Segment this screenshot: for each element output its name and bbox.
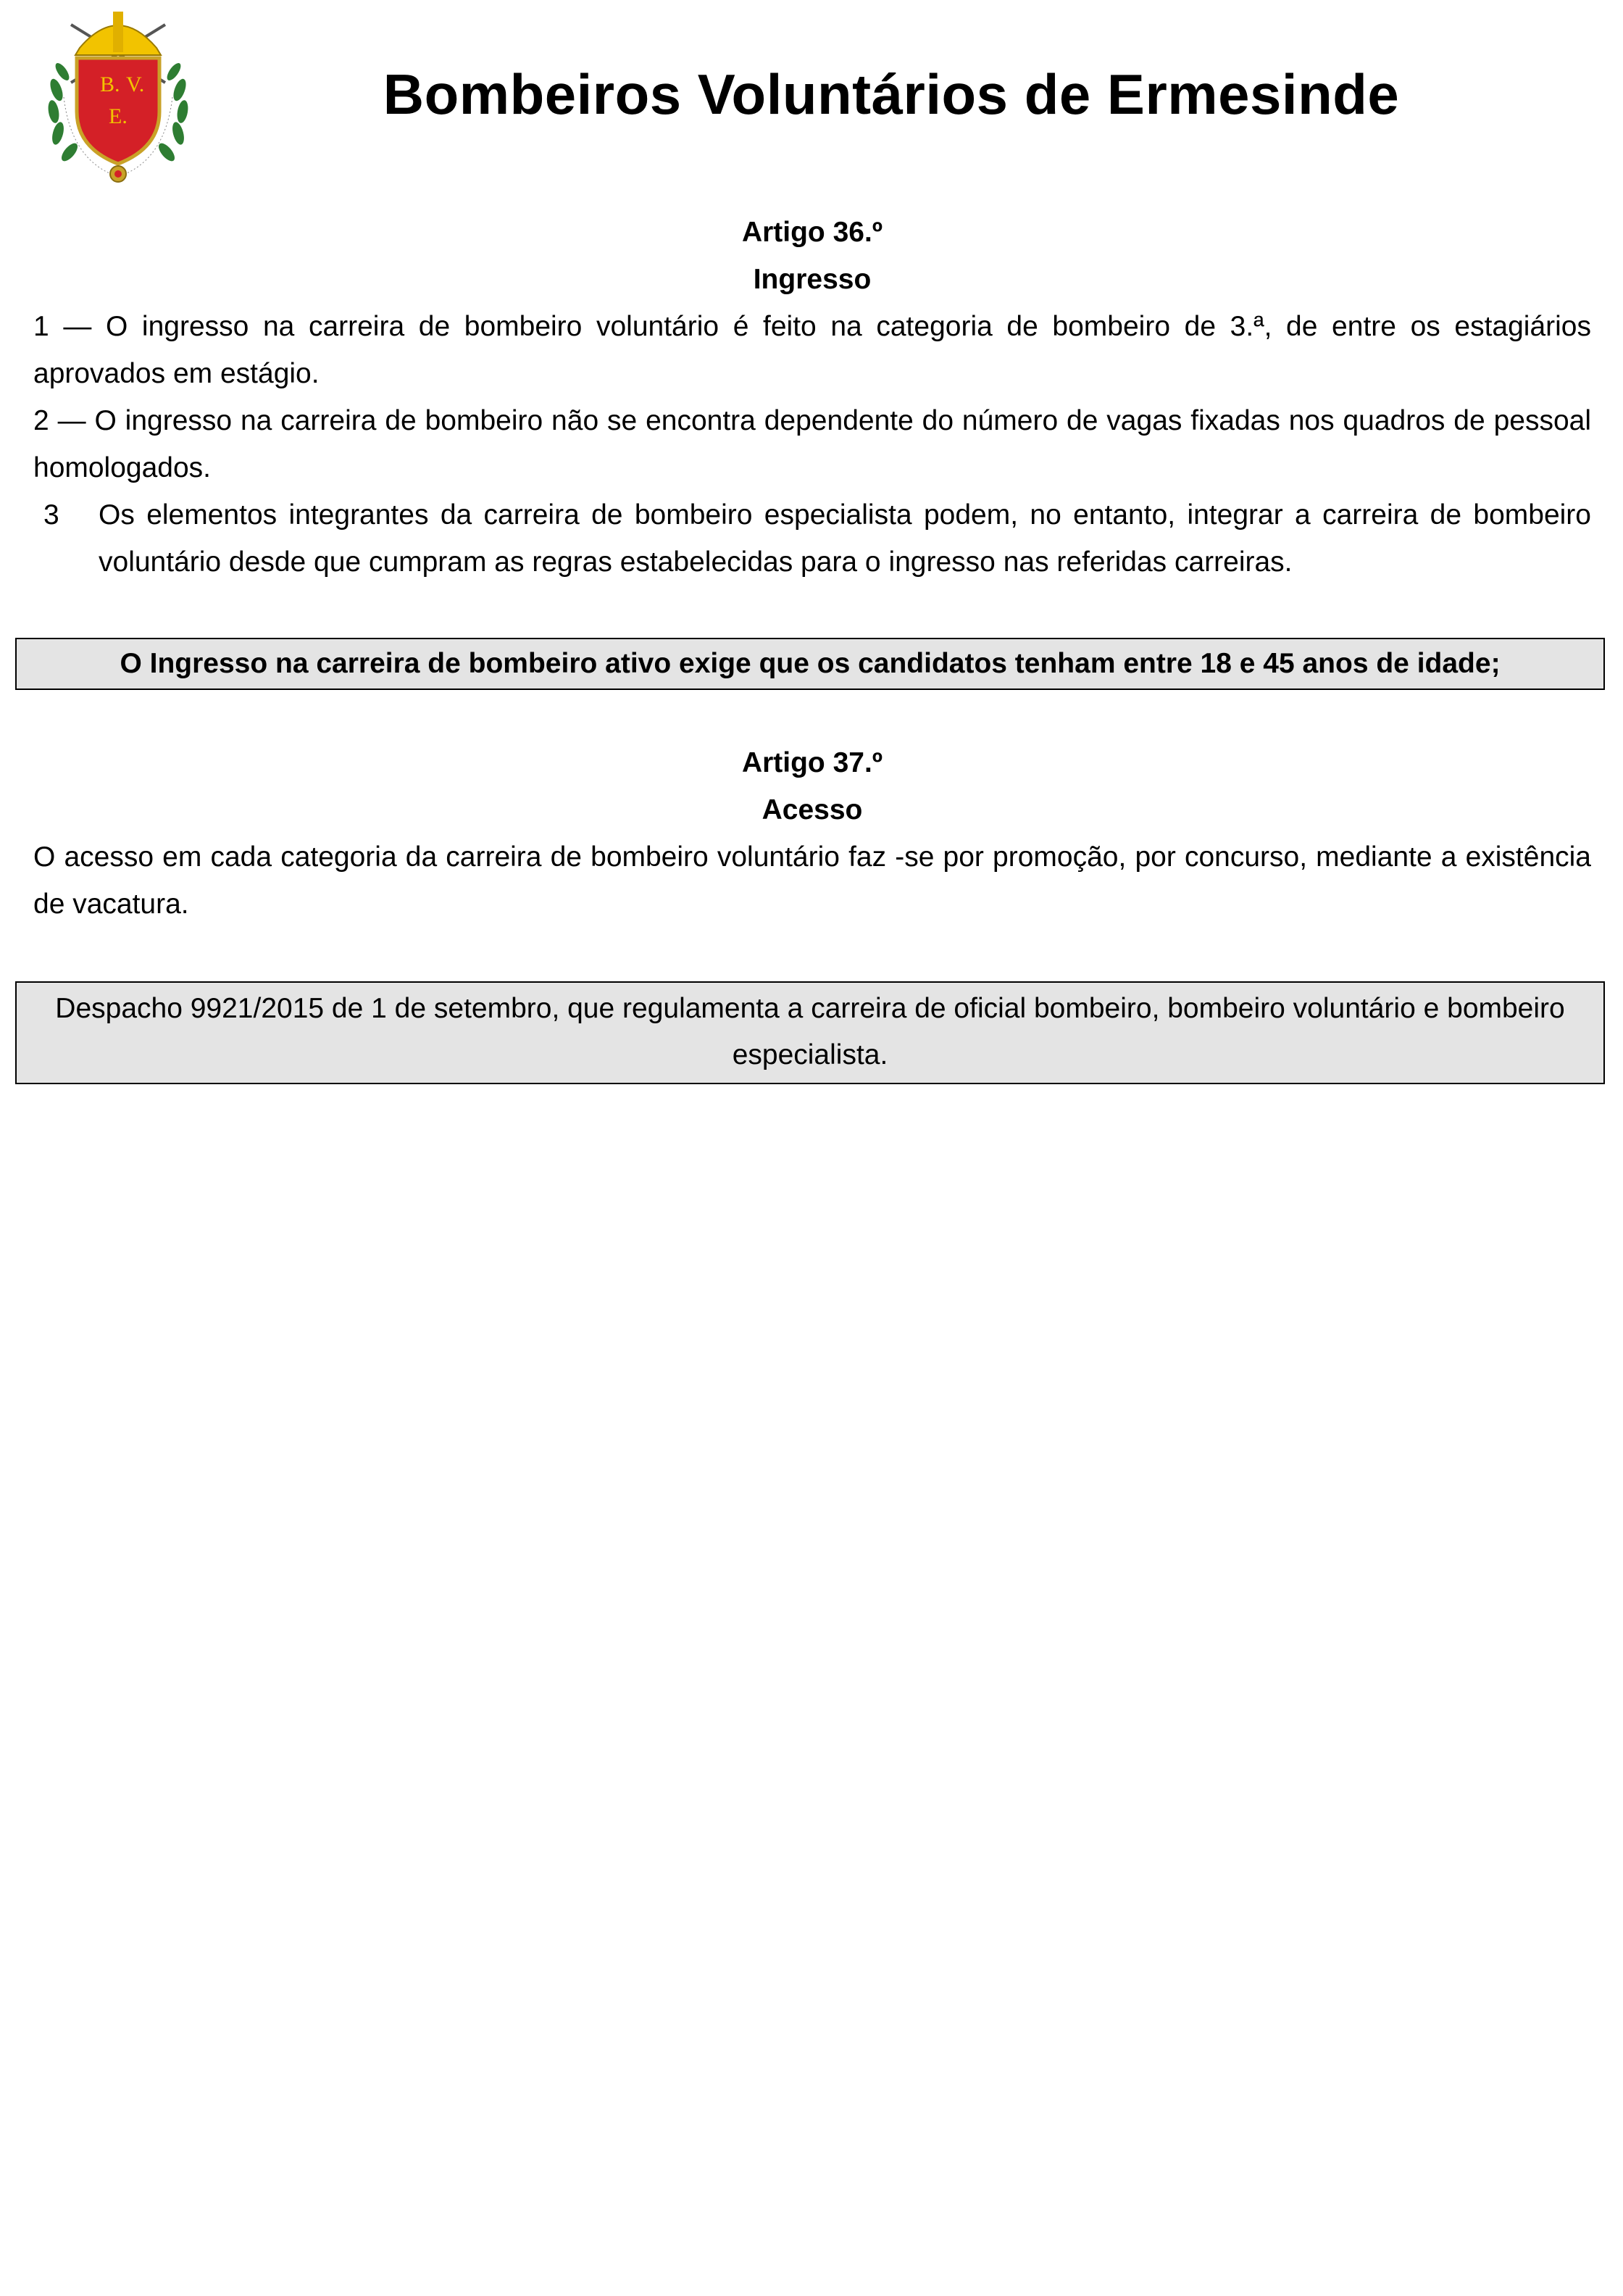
article-36-number: Artigo 36.º: [741, 217, 883, 248]
item-text: O ingresso na carreira de bombeiro voluntário é feito na categoria de bombeiro de 3.ª, de entre os estagiários aprovados em estágio.: [33, 311, 1591, 389]
item-text: O ingresso na carreira de bombeiro não se encontra dependente do número de vagas fixadas nos quadros de pessoal homologados.: [33, 405, 1591, 483]
item-text: Os elementos integrantes da carreira de bombeiro especialista podem, no entanto, integrar a carreira de bombeiro voluntário desde que cumpram as regras estabelecidas para o ingresso nas referidas carreiras.: [99, 499, 1591, 578]
age-requirement-note: O Ingresso na carreira de bombeiro ativo exige que os candidatos tenham entre 18 e 45 anos de idade;: [15, 638, 1605, 690]
svg-text:V.: V.: [126, 72, 145, 96]
article-36-heading: Ingresso: [753, 264, 872, 295]
article-36-item-3: [33, 491, 1591, 586]
article-37-number: Artigo 37.º: [741, 747, 883, 778]
organization-title: Bombeiros Voluntários de Ermesinde: [383, 62, 1400, 126]
item-number: 3: [43, 499, 59, 531]
svg-text:E.: E.: [109, 104, 128, 128]
despacho-reference-note: Despacho 9921/2015 de 1 de setembro, que regulamenta a carreira de oficial bombeiro, bombeiro voluntário e bombeiro especialista.: [15, 981, 1605, 1084]
article-36-item-2: [33, 397, 1591, 491]
article-36-item-1: [33, 303, 1591, 397]
item-number: 1 —: [33, 311, 92, 342]
article-37-heading: Acesso: [762, 794, 863, 825]
document-body: [33, 209, 1591, 1084]
item-number: 2 —: [33, 405, 86, 436]
article-37-text: O acesso em cada categoria da carreira de bombeiro voluntário faz -se por promoção, por concurso, mediante a existência de vacatura.: [33, 841, 1591, 920]
svg-text:B.: B.: [100, 72, 120, 96]
